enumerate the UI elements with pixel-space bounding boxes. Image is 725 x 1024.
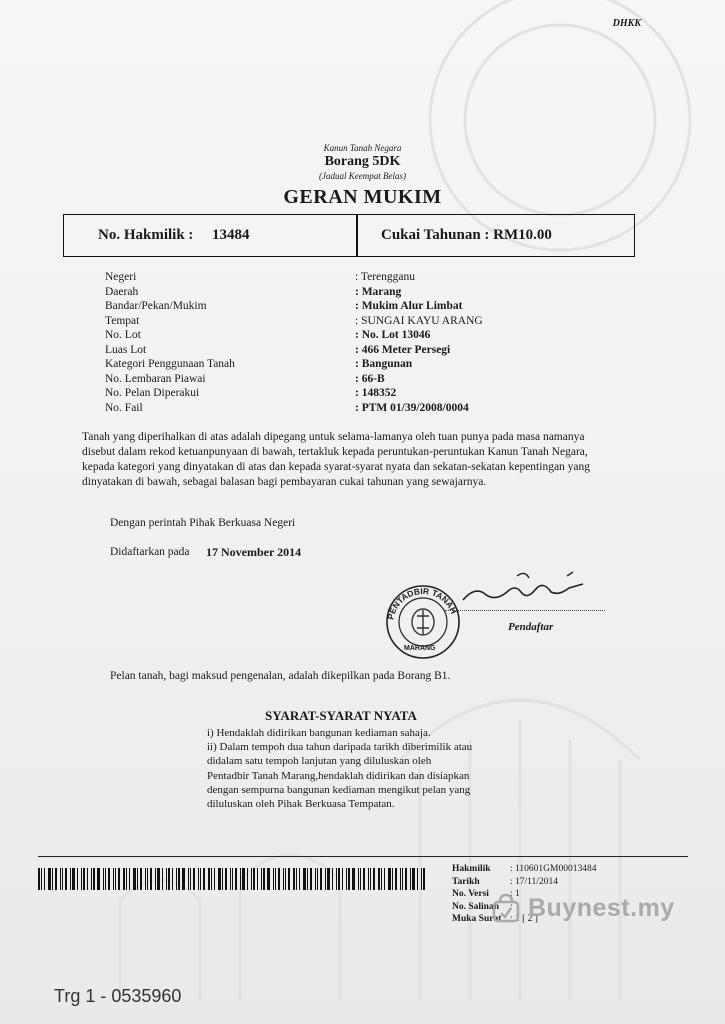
barcode-bar (157, 868, 160, 890)
barcode-bar (91, 868, 92, 890)
barcode-bar (97, 868, 100, 890)
order-text: Dengan perintah Pihak Berkuasa Negeri (110, 517, 296, 529)
barcode-bar (182, 868, 185, 890)
meta-label: Hakmilik (452, 864, 491, 874)
barcode-bar (378, 868, 380, 890)
barcode (38, 868, 428, 890)
barcode-bar (395, 868, 397, 890)
conditions-list (207, 726, 472, 811)
paragraph-line: dinyatakan di bawah, sebagai balasan bagi pembayaran cukai tahunan yang sewajarnya. (82, 476, 487, 488)
barcode-bar (373, 868, 375, 890)
title-box-divider (356, 215, 358, 256)
field-value: : 66-B (355, 372, 385, 385)
barcode-bar (188, 868, 189, 890)
barcode-bar (126, 868, 127, 890)
field-value: : PTM 01/39/2008/0004 (355, 401, 469, 414)
corner-code: DHKK (612, 18, 641, 29)
registered-label: Didaftarkan pada (110, 546, 190, 558)
field-label: No. Pelan Diperakui (105, 387, 200, 399)
field-label: No. Lot (105, 329, 141, 341)
barcode-bar (320, 868, 322, 890)
barcode-bar (360, 868, 361, 890)
barcode-bar (327, 868, 330, 890)
title-box (63, 214, 635, 257)
registered-date: 17 November 2014 (206, 545, 302, 559)
barcode-bar (299, 868, 300, 890)
barcode-bar (317, 868, 318, 890)
barcode-bar (352, 868, 355, 890)
barcode-bar (176, 868, 177, 890)
barcode-bar (332, 868, 333, 890)
barcode-bar (168, 868, 170, 890)
barcode-bar (235, 868, 237, 890)
barcode-bar (44, 868, 45, 890)
barcode-bar (118, 868, 120, 890)
barcode-bar (166, 868, 167, 890)
condition-line: Pentadbir Tanah Marang,hendaklah didirikan dan disiapkan (207, 769, 470, 782)
barcode-bar (105, 868, 106, 890)
schedule-name: (Jadual Keempat Belas) (319, 171, 406, 181)
barcode-bar (342, 868, 343, 890)
barcode-bar (77, 868, 78, 890)
barcode-bar (423, 868, 425, 890)
field-label: Daerah (105, 285, 139, 298)
paragraph-line: Tanah yang diperihalkan di atas adalah dipegang untuk selama-lamanya oleh tuan punya pada masa namanya (82, 431, 585, 443)
barcode-bar (267, 868, 270, 890)
barcode-bar (325, 868, 326, 890)
field-value: : 148352 (355, 387, 397, 399)
paragraph-line: disebut dalam rekod ketuanpunyaan di bawah, tertakluk kepada peruntukan-peruntukan Kanun Tanah Negara, (82, 446, 588, 458)
barcode-bar (247, 868, 248, 890)
barcode-bar (232, 868, 233, 890)
barcode-bar (410, 868, 411, 890)
signature-icon (455, 566, 595, 610)
hakmilik-label: No. Hakmilik : (98, 227, 194, 243)
svg-text:PENTADBIR TANAH (385, 586, 459, 621)
barcode-bar (412, 868, 415, 890)
barcode-bar (190, 868, 191, 890)
barcode-bar (275, 868, 276, 890)
field-value: : Mukim Alur Limbat (355, 300, 463, 312)
field-value: : Marang (355, 285, 402, 298)
barcode-bar (261, 868, 262, 890)
meta-value: : 1 (510, 889, 520, 900)
act-name: Kanun Tanah Negara (323, 143, 402, 153)
meta-value: : 17/11/2014 (510, 876, 558, 887)
barcode-bar (218, 868, 221, 890)
barcode-bar (225, 868, 227, 890)
barcode-bar (81, 868, 82, 890)
field-value: : No. Lot 13046 (355, 329, 431, 341)
barcode-bar (384, 868, 385, 890)
barcode-bar (307, 868, 308, 890)
barcode-bar (392, 868, 393, 890)
barcode-bar (363, 868, 365, 890)
barcode-bar (145, 868, 146, 890)
barcode-bar (358, 868, 359, 890)
barcode-bar (293, 868, 295, 890)
barcode-bar (388, 868, 391, 890)
condition-line: dengan sempurna bangunan kediaman mengikut pelan yang (207, 783, 471, 796)
condition-line: diluluskan oleh Pihak Berkuasa Tempatan. (207, 798, 395, 811)
barcode-bar (172, 868, 173, 890)
seal-bottom-text: MARANG (404, 645, 436, 652)
barcode-bar (402, 868, 403, 890)
field-label: Tempat (105, 314, 140, 327)
barcode-bar (129, 868, 130, 890)
condition-line: i) Hendaklah didirikan bangunan kediaman sahaja. (207, 727, 431, 739)
field-value: : Bangunan (355, 358, 413, 370)
paragraph-line: kepada kategori yang dinyatakan di atas dan kepada syarat-syarat nyata dan sekatan-sekatan kepentingan yang (82, 461, 591, 473)
condition-line: ii) Dalam tempoh dua tahun daripada tarikh diberimilik atau (207, 741, 473, 754)
barcode-bar (421, 868, 422, 890)
barcode-bar (150, 868, 152, 890)
barcode-bar (178, 868, 180, 890)
barcode-bar (230, 868, 231, 890)
registrar-label: Pendaftar (508, 621, 554, 633)
meta-value: : 1 (510, 901, 520, 912)
field-label: No. Fail (105, 401, 143, 414)
barcode-bar (60, 868, 61, 890)
document-title: GERAN MUKIM (283, 186, 442, 208)
plan-text: Pelan tanah, bagi maksud pengenalan, adalah dikepilkan pada Borang B1. (110, 670, 451, 682)
condition-line: didalam satu tempoh lanjutan yang diluluskan oleh (207, 755, 432, 768)
barcode-bar (283, 868, 284, 890)
field-label: No. Lembaran Piawai (105, 372, 206, 385)
barcode-bar (103, 868, 104, 890)
barcode-bar (87, 868, 88, 890)
watermark-logo (492, 893, 675, 923)
meta-value: : 1 [ 2 ] (510, 914, 538, 925)
meta-label: Tarikh (452, 876, 480, 887)
barcode-bar (310, 868, 312, 890)
barcode-bar (203, 868, 205, 890)
barcode-bar (83, 868, 85, 890)
barcode-bar (222, 868, 223, 890)
barcode-bar (273, 868, 274, 890)
barcode-bar (288, 868, 290, 890)
barcode-bar (417, 868, 418, 890)
field-value: : 466 Meter Persegi (355, 343, 451, 356)
barcode-bar (400, 868, 401, 890)
barcode-bar (198, 868, 199, 890)
reference-number: Trg 1 - 0535960 (54, 986, 182, 1006)
signature-line (445, 608, 605, 611)
field-label: Bandar/Pekan/Mukim (105, 300, 207, 312)
barcode-bar (214, 868, 215, 890)
barcode-bar (48, 868, 51, 890)
seal-top-text: PENTADBIR TANAH (385, 585, 459, 621)
barcode-bar (115, 868, 116, 890)
barcode-bar (140, 868, 142, 890)
conditions-title: SYARAT-SYARAT NYATA (265, 708, 417, 723)
barcode-bar (108, 868, 110, 890)
barcode-bar (240, 868, 241, 890)
barcode-bar (38, 868, 40, 890)
barcode-bar (137, 868, 138, 890)
barcode-bar (72, 868, 75, 890)
barcode-bar (208, 868, 210, 890)
meta-label: Muka Surat (452, 914, 502, 925)
barcode-bar (405, 868, 407, 890)
barcode-bar (368, 868, 369, 890)
barcode-bar (253, 868, 255, 890)
barcode-bar (155, 868, 156, 890)
barcode-bar (133, 868, 136, 890)
barcode-bar (200, 868, 201, 890)
barcode-bar (113, 868, 114, 890)
barcode-bar (93, 868, 95, 890)
barcode-bar (211, 868, 212, 890)
barcode-bar (303, 868, 306, 890)
annual-tax: Cukai Tahunan : RM10.00 (381, 227, 552, 243)
barcode-bar (285, 868, 286, 890)
barcode-bar (278, 868, 280, 890)
bag-icon (492, 893, 520, 923)
field-label: Kategori Penggunaan Tanah (105, 358, 235, 370)
hakmilik-value: 13484 (212, 227, 250, 243)
barcode-bar (41, 868, 42, 890)
barcode-bar (338, 868, 340, 890)
footer-rule (38, 856, 688, 857)
barcode-bar (65, 868, 67, 890)
barcode-bar (346, 868, 347, 890)
barcode-bar (147, 868, 148, 890)
tenure-paragraph (82, 430, 627, 490)
barcode-bar (348, 868, 350, 890)
barcode-bar (370, 868, 371, 890)
barcode-bar (193, 868, 195, 890)
barcode-bar (123, 868, 125, 890)
field-label: Luas Lot (105, 343, 147, 356)
barcode-bar (52, 868, 53, 890)
watermark-logo-text: Buynest.my (528, 893, 675, 922)
barcode-bar (251, 868, 252, 890)
barcode-bar (55, 868, 57, 890)
field-value: : SUNGAI KAYU ARANG (355, 314, 483, 327)
form-name: Borang 5DK (324, 154, 401, 169)
barcode-bar (296, 868, 297, 890)
barcode-bar (381, 868, 382, 890)
barcode-bar (263, 868, 265, 890)
meta-label: No. Salinan (452, 901, 499, 912)
meta-label: No. Versi (452, 889, 489, 900)
barcode-bar (315, 868, 316, 890)
barcode-bar (336, 868, 337, 890)
barcode-bar (242, 868, 245, 890)
field-value: : Terengganu (355, 271, 415, 283)
barcode-bar (162, 868, 163, 890)
meta-value: : 110601GM00013484 (510, 864, 597, 874)
barcode-bar (62, 868, 63, 890)
barcode-bar (257, 868, 258, 890)
field-label: Negeri (105, 271, 137, 283)
barcode-bar (70, 868, 71, 890)
